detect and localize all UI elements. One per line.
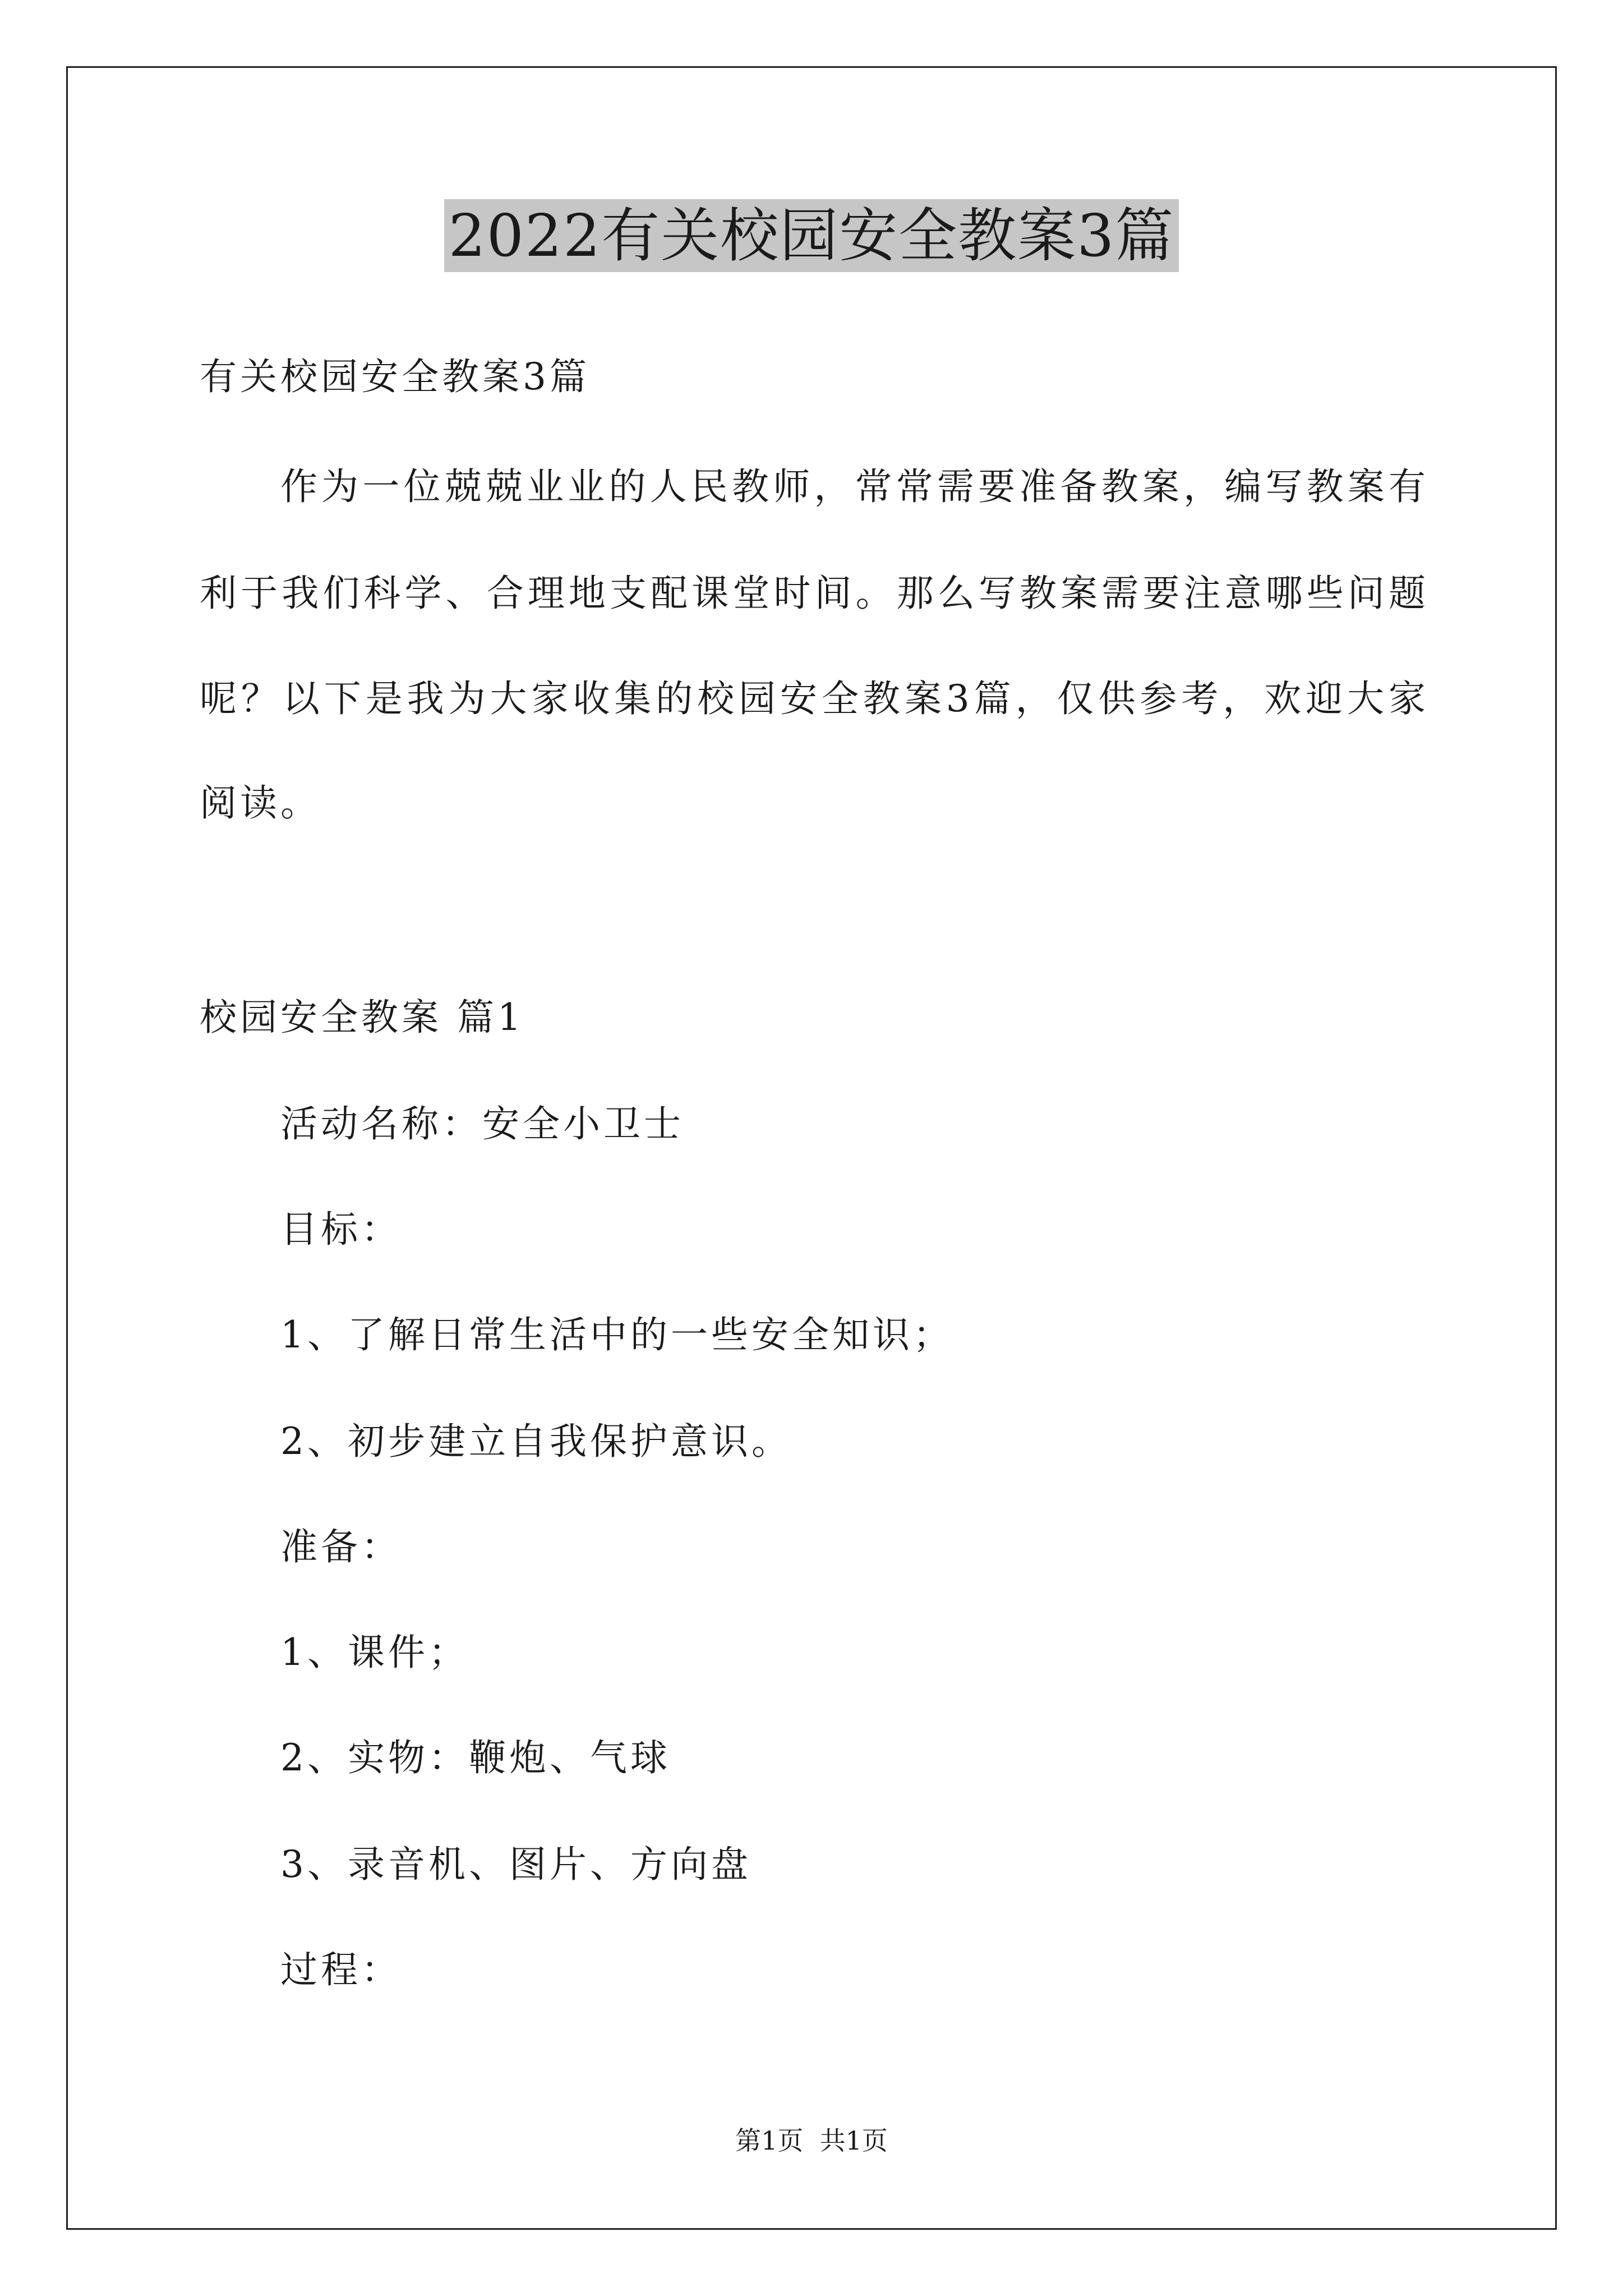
body-line: 1、了解日常生活中的一些安全知识； xyxy=(280,1313,953,1356)
intro-paragraph-line: 呢？以下是我为大家收集的校园安全教案3篇，仅供参考，欢迎大家 xyxy=(200,677,1428,720)
title-container xyxy=(0,199,1623,272)
intro-paragraph-line: 利于我们科学、合理地支配课堂时间。那么写教案需要注意哪些问题 xyxy=(200,572,1428,615)
body-line: 1、课件； xyxy=(280,1631,469,1674)
document-title: 2022有关校园安全教案3篇 xyxy=(444,199,1179,272)
body-line: 2、初步建立自我保护意识。 xyxy=(280,1420,792,1463)
body-line: 过程： xyxy=(280,1948,402,1991)
section-heading: 校园安全教案 篇1 xyxy=(200,996,524,1039)
body-line: 活动名称：安全小卫士 xyxy=(280,1102,684,1145)
intro-paragraph-line: 阅读。 xyxy=(200,781,321,825)
body-line: 2、实物：鞭炮、气球 xyxy=(280,1736,671,1779)
body-line: 目标： xyxy=(280,1208,402,1251)
page-footer: 第1页 共1页 xyxy=(735,2125,888,2156)
intro-paragraph-line: 作为一位兢兢业业的人民教师，常常需要准备教案，编写教案有 xyxy=(280,465,1428,508)
document-subtitle: 有关校园安全教案3篇 xyxy=(200,355,590,398)
body-line: 准备： xyxy=(280,1525,402,1568)
body-line: 3、录音机、图片、方向盘 xyxy=(280,1843,751,1886)
